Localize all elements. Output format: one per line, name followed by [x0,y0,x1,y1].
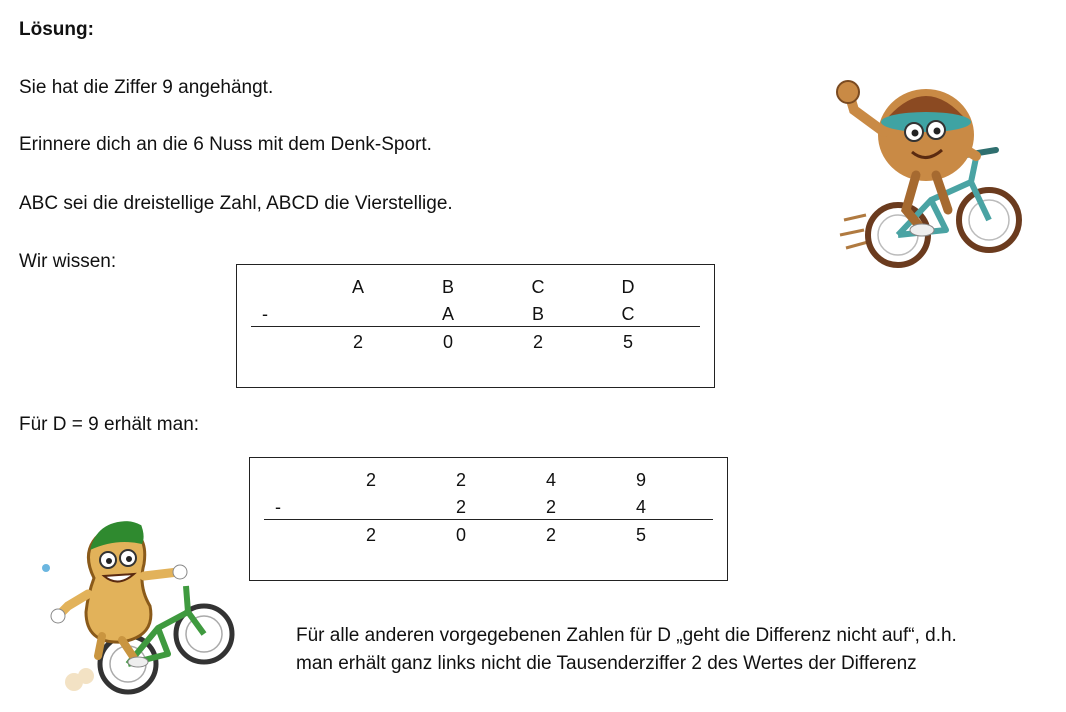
digit-cell: A [441,304,454,324]
text-line-2: Erinnere dich an die 6 Nuss mit dem Denk-Sport. [19,134,432,155]
minus-sign: - [275,497,281,517]
digit-cell: 2 [365,470,376,490]
digit-cell: 2 [545,497,556,517]
digit-cell: 2 [455,497,466,517]
text-line-5: Für D = 9 erhält man: [19,414,200,435]
subtraction-box-letters [236,264,715,388]
digit-cell: D [621,277,635,297]
digit-cell: C [531,277,545,297]
result-rule [251,326,700,327]
digit-cell: 4 [545,470,556,490]
hazelnut-cyclist-icon [826,70,1031,275]
text-line-1: Sie hat die Ziffer 9 angehängt. [19,77,274,98]
digit-cell: 9 [635,470,646,490]
text-line-3: ABC sei die dreistellige Zahl, ABCD die Vierstellige. [19,193,453,214]
peanut-cyclist-icon [38,516,240,700]
digit-cell: 2 [455,470,466,490]
minus-sign: - [262,304,268,324]
footer-line-2: man erhält ganz links nicht die Tausenderziffer 2 des Wertes der Differenz [296,653,917,674]
subtraction-box-numbers [249,457,728,581]
result-rule [264,519,713,520]
result-digit: 2 [352,332,363,352]
solution-heading: Lösung: [19,19,94,40]
footer-line-1: Für alle anderen vorgegebenen Zahlen für D „geht die Differenz nicht auf“, d.h. [296,625,957,646]
result-digit: 5 [622,332,633,352]
digit-cell: 4 [635,497,646,517]
digit-cell: C [621,304,635,324]
digit-cell: A [351,277,364,297]
digit-cell: B [441,277,454,297]
digit-cell: B [531,304,544,324]
result-digit: 0 [442,332,453,352]
text-line-4: Wir wissen: [19,251,117,272]
result-digit: 0 [455,525,466,545]
result-digit: 2 [365,525,376,545]
result-digit: 2 [545,525,556,545]
result-digit: 5 [635,525,646,545]
result-digit: 2 [532,332,543,352]
